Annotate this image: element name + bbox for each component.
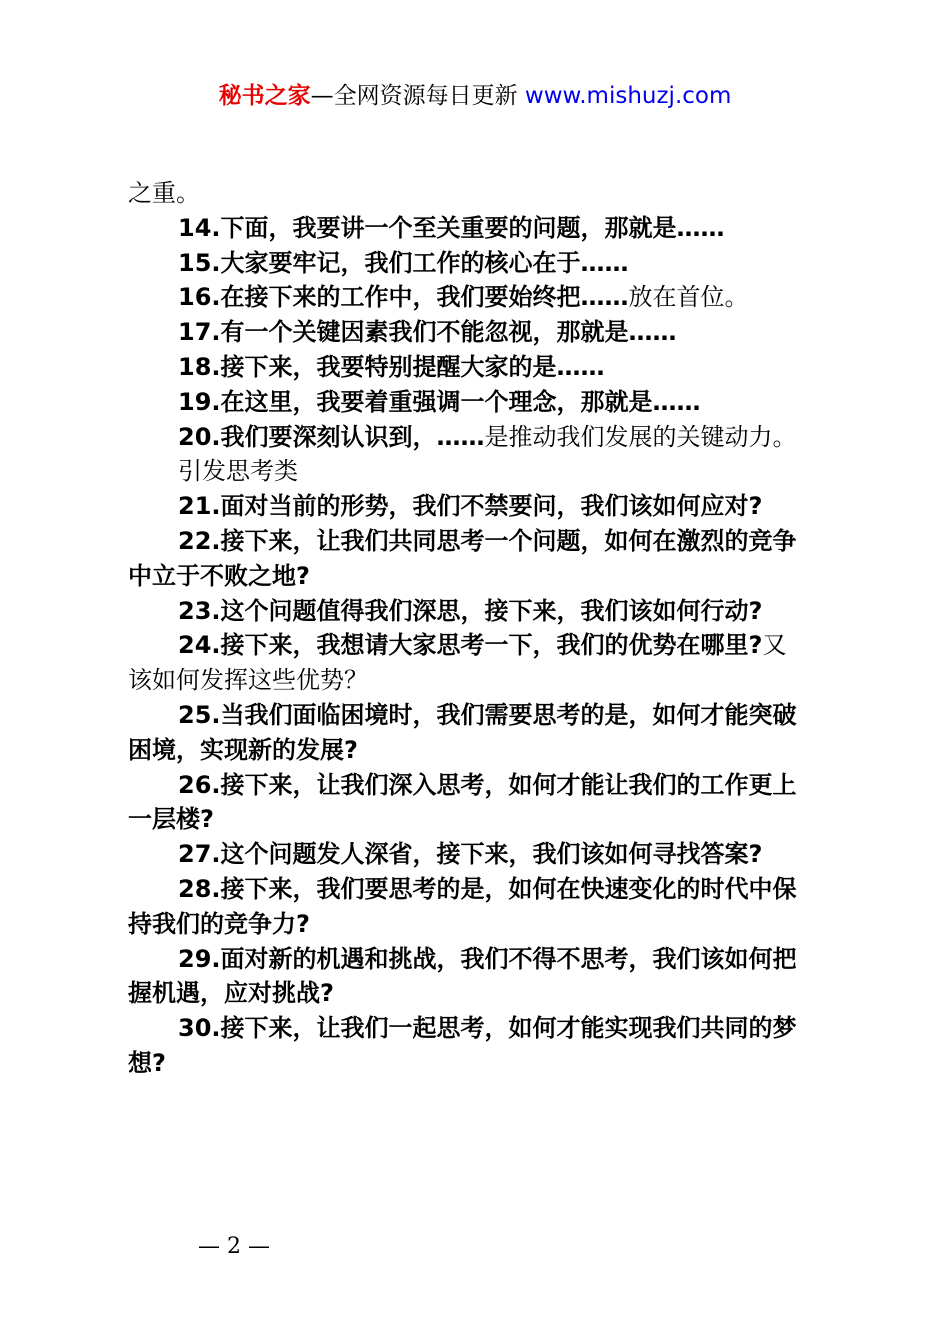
line-text: 23.这个问题值得我们深思，接下来，我们该如何行动? — [178, 596, 763, 625]
line-text: 该如何发挥这些优势？ — [128, 666, 368, 695]
line-text: 26.接下来，让我们深入思考，如何才能让我们的工作更上 — [178, 770, 797, 799]
text-line — [128, 976, 834, 1011]
page-number: — 2 — — [198, 1234, 270, 1259]
line-text: 21.面对当前的形势，我们不禁要问，我们该如何应对? — [178, 492, 763, 521]
text-line — [128, 733, 834, 768]
line-text: 之重。 — [128, 179, 200, 207]
header-tagline: —全网资源每日更新 — [310, 83, 525, 109]
text-line — [128, 872, 834, 907]
line-text: 28.接下来，我们要思考的是，如何在快速变化的时代中保 — [178, 874, 797, 903]
document-body — [128, 176, 834, 1081]
line-text: 30.接下来，让我们一起思考，如何才能实现我们共同的梦 — [178, 1014, 797, 1043]
text-line — [128, 211, 834, 246]
page-header — [0, 80, 950, 112]
line-text: 18.接下来，我要特别提醒大家的是…… — [178, 352, 605, 381]
header-url-link[interactable]: www.mishuzj.com — [524, 83, 732, 109]
line-text: 27.这个问题发人深省，接下来，我们该如何寻找答案? — [178, 840, 763, 869]
section-heading — [128, 454, 834, 489]
text-line — [128, 594, 834, 629]
text-line — [128, 837, 834, 872]
header-brand: 秘书之家 — [218, 83, 311, 109]
text-line — [128, 1046, 834, 1081]
text-line — [128, 280, 834, 315]
line-text: 困境，实现新的发展? — [128, 735, 358, 764]
line-text: 22.接下来，让我们共同思考一个问题，如何在激烈的竞争 — [178, 526, 797, 555]
line-text: 17.有一个关键因素我们不能忽视，那就是…… — [178, 318, 677, 347]
line-text: 25.当我们面临困境时，我们需要思考的是，如何才能突破 — [178, 700, 797, 729]
text-line — [128, 628, 834, 663]
text-line — [128, 489, 834, 524]
text-line — [128, 350, 834, 385]
line-text: 20.我们要深刻认识到，…… — [178, 422, 485, 451]
line-text: 29.面对新的机遇和挑战，我们不得不思考，我们该如何把 — [178, 944, 797, 973]
text-line — [128, 663, 834, 698]
line-tail: 放在首位。 — [628, 283, 749, 312]
text-line — [128, 176, 834, 211]
line-text: 持我们的竞争力? — [128, 909, 310, 938]
text-line — [128, 315, 834, 350]
text-line — [128, 246, 834, 281]
text-line — [128, 907, 834, 942]
line-text: 握机遇，应对挑战? — [128, 979, 334, 1008]
line-text: 中立于不败之地? — [128, 561, 310, 590]
line-tail: 是推动我们发展的关键动力。 — [484, 422, 797, 451]
text-line — [128, 559, 834, 594]
text-line — [128, 942, 834, 977]
line-text: 引发思考类 — [178, 457, 298, 486]
line-text: 14.下面，我要讲一个至关重要的问题，那就是…… — [178, 213, 725, 242]
line-text: 24.接下来，我想请大家思考一下，我们的优势在哪里? — [178, 631, 763, 660]
line-tail: 又 — [762, 631, 787, 660]
text-line — [128, 768, 834, 803]
text-line — [128, 802, 834, 837]
text-line — [128, 420, 834, 455]
line-text: 想? — [128, 1048, 166, 1077]
line-text: 15.大家要牢记，我们工作的核心在于…… — [178, 248, 629, 277]
text-line — [128, 524, 834, 559]
line-text: 16.在接下来的工作中，我们要始终把…… — [178, 283, 629, 312]
line-text: 19.在这里，我要着重强调一个理念，那就是…… — [178, 387, 701, 416]
text-line — [128, 698, 834, 733]
line-text: 一层楼? — [128, 805, 214, 834]
text-line — [128, 385, 834, 420]
text-line — [128, 1011, 834, 1046]
